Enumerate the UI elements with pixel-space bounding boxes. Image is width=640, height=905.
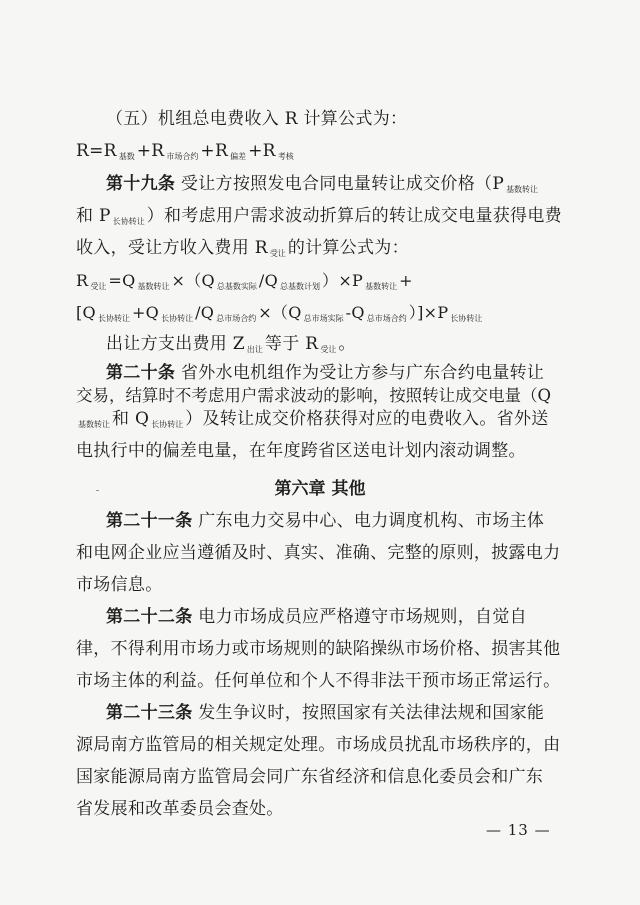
formula-text: 等于 R: [264, 334, 319, 354]
paragraph-text: 广东电力交易中心、电力调度机构、市场主体: [198, 511, 545, 531]
article-21-line-1: [106, 510, 566, 532]
chapter-heading: 第六章 其他: [274, 479, 366, 499]
article-number: 第二十二条: [106, 607, 193, 627]
subscript: 长协转让: [97, 314, 130, 323]
article-22-line-2: 律，不得利用市场力或市场规则的缺陷操纵市场价格、损害其他: [76, 639, 561, 659]
formula-text: +R: [248, 141, 276, 161]
formula-text: -Q: [345, 303, 365, 322]
article-number: 第二十三条: [106, 703, 193, 723]
subscript: 总市场合约: [366, 314, 407, 323]
subscript: 出让: [246, 345, 263, 354]
scan-speck: [96, 490, 99, 491]
article-22-line-1: [106, 606, 566, 628]
formula-text: +: [399, 271, 413, 290]
article-19-line-3: [76, 237, 566, 259]
subscript: 长协转让: [112, 217, 145, 226]
formula-r-receive: [76, 270, 566, 292]
subscript: 受让: [269, 249, 286, 258]
subscript: 基数转让: [137, 282, 170, 291]
article-20-line-1: [106, 362, 566, 384]
article-20-line-4: 电执行中的偏差电量，在年度跨省区送电计划内滚动调整。: [76, 441, 526, 461]
subscript: 受让: [90, 282, 107, 291]
article-22-line-3: 市场主体的利益。任何单位和个人不得非法干预市场正常运行。: [76, 671, 561, 691]
page-number: — 13 —: [486, 821, 551, 839]
article-19-line-2: [76, 205, 566, 227]
paragraph-text: ）及转让成交价格获得对应的电费收入。省外送: [185, 409, 549, 429]
formula-text: +Q: [131, 303, 160, 322]
paragraph-text: 收入，受让方收入费用 R: [76, 238, 268, 258]
formula-text: +R: [136, 141, 165, 161]
paragraph-text: 省外水电机组作为受让方参与广东合约电量转让: [180, 363, 545, 383]
paragraph-text: 和 Q: [112, 409, 150, 429]
subscript: 基数转让: [78, 420, 110, 429]
article-23-line-1: [106, 702, 566, 724]
paragraph-text: 电力市场成员应严格遵守市场规则，自觉自: [198, 607, 527, 627]
formula-text: 。: [338, 334, 356, 354]
subscript: 基数: [118, 152, 135, 161]
formula-z-transfer: [106, 333, 566, 355]
subscript: 总基数实际: [216, 282, 257, 291]
formula-text: /Q: [258, 271, 279, 290]
paragraph-text: 发生争议时，按照国家有关法律法规和国家能: [198, 703, 545, 723]
subscript: 偏差: [230, 152, 247, 161]
paragraph-text: 受让方按照发电合同电量转让成交价格（P: [180, 174, 505, 194]
article-23-line-3: 国家能源局南方监管局会同广东省经济和信息化委员会和广东: [76, 767, 544, 787]
formula-text: +R: [200, 141, 229, 161]
subscript: 总基数计划: [280, 282, 321, 291]
subscript: 总市场合约: [216, 314, 257, 323]
formula-text: ×（Q: [258, 303, 302, 322]
formula-text: [Q: [76, 303, 96, 322]
subscript: 基数转让: [365, 282, 398, 291]
formula-text: =Q: [108, 271, 136, 290]
formula-r-receive-cont: [76, 302, 566, 324]
formula-r-total: [76, 140, 566, 162]
formula-text: R=R: [76, 141, 117, 161]
formula-text: ）]×P: [408, 303, 449, 322]
article-number: 第十九条: [106, 174, 176, 194]
article-23-line-2: 源局南方监管局的相关规定处理。市场成员扰乱市场秩序的，由: [76, 735, 561, 755]
subscript: 受让: [320, 345, 337, 354]
subscript: 考核: [277, 152, 294, 161]
formula-text: R: [76, 271, 89, 290]
article-21-line-2: 和电网企业应当遵循及时、真实、准确、完整的原则，披露电力: [76, 543, 561, 563]
paragraph-text: 和 P: [76, 206, 111, 226]
section-5-title: （五）机组总电费收入 R 计算公式为：: [106, 109, 408, 129]
formula-text: ×（Q: [171, 271, 215, 290]
subscript: 长协转让: [450, 314, 483, 323]
subscript: 总市场实际: [303, 314, 344, 323]
article-21-line-3: 市场信息。: [76, 575, 163, 595]
subscript: 市场合约: [166, 152, 199, 161]
article-number: 第二十一条: [106, 511, 193, 531]
article-number: 第二十条: [106, 363, 176, 383]
formula-text: ）×P: [322, 271, 364, 290]
article-20-line-2: 交易，结算时不考虑用户需求波动的影响，按照转让成交电量（Q: [76, 386, 552, 405]
paragraph-text: ）和考虑用户需求波动折算后的转让成交电量获得电费: [146, 206, 562, 226]
formula-text: /Q: [195, 303, 215, 322]
paragraph-text: 的计算公式为：: [287, 238, 409, 258]
article-19-line-1: [106, 173, 566, 195]
subscript: 长协转让: [151, 420, 184, 429]
subscript: 长协转让: [161, 314, 194, 323]
subscript: 基数转让: [506, 185, 539, 194]
article-20-line-3: [76, 408, 566, 430]
article-23-line-4: 省发展和改革委员会查处。: [76, 799, 284, 819]
formula-text: 出让方支出费用 Z: [106, 334, 245, 354]
